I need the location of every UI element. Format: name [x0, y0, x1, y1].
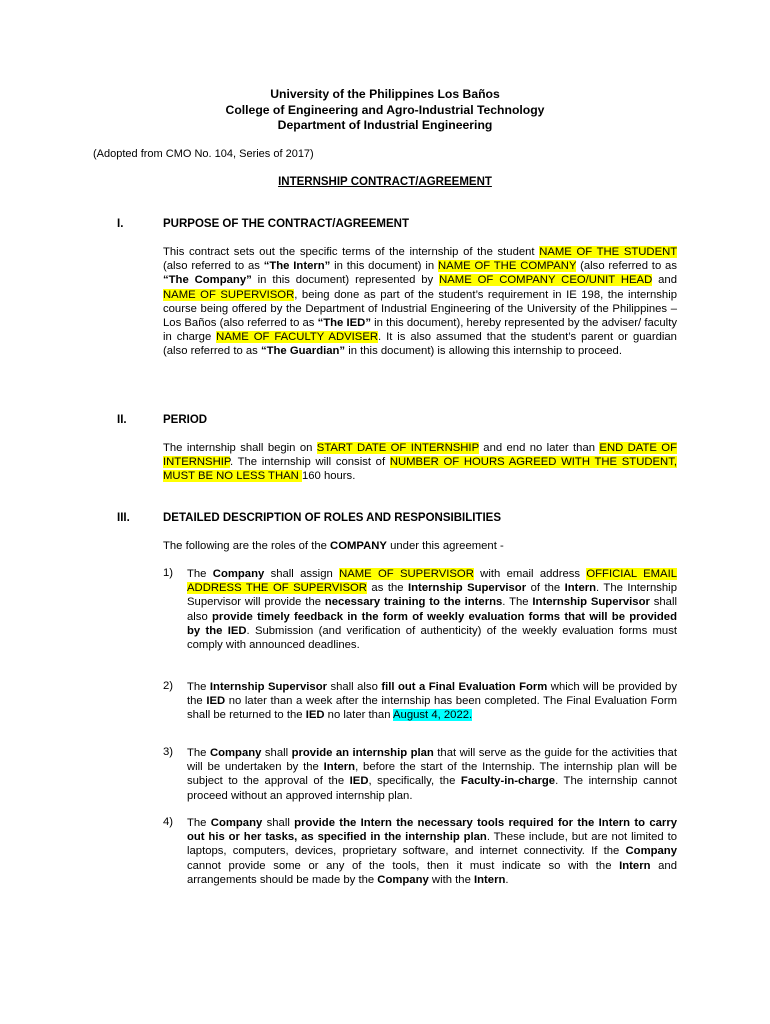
- bold-term: Intern: [323, 761, 356, 774]
- text-run: with the: [428, 873, 474, 886]
- text-run: , before the start of the Internship. The internship plan will be subject to the approval of the: [187, 761, 677, 788]
- text-run: . These include, but are not limited to laptops, computers, devices, proprietary software, and internet connectivity. If the: [187, 831, 678, 858]
- text-run: . The internship cannot proceed without an approved internship plan.: [187, 775, 678, 802]
- text-run: (also referred to as: [576, 260, 677, 273]
- list-number: 4): [163, 816, 174, 828]
- bold-term: Company: [377, 873, 429, 886]
- text-run: . The internship will consist of: [229, 456, 390, 469]
- placeholder-supervisor-name: NAME OF SUPERVISOR: [339, 568, 474, 580]
- list-item: [187, 567, 677, 652]
- list-item: [187, 816, 677, 887]
- list-number: 3): [163, 746, 174, 758]
- text-run: The following are the roles of the: [163, 540, 331, 552]
- text-run: and arrangements should be made by the: [187, 859, 677, 886]
- text-run: . Submission (and verification of authenticity) of the weekly evaluation forms must comply with announced deadlines.: [187, 624, 677, 652]
- term-company: COMPANY: [330, 540, 387, 552]
- document-header: [0, 87, 770, 134]
- text-run: The internship shall begin on: [163, 442, 317, 454]
- department-name: Department of Industrial Engineering: [277, 118, 493, 132]
- highlighted-deadline: August 4, 2022.: [393, 709, 473, 722]
- text-run: in this document) is allowing this internship to proceed.: [345, 345, 622, 358]
- term-intern: “The Intern”: [263, 260, 331, 273]
- bold-term: necessary training to the interns: [324, 596, 503, 609]
- section-heading: PERIOD: [163, 414, 208, 426]
- bold-term: IED: [349, 775, 369, 788]
- bold-term: provide timely feedback in the form of weekly evaluation forms that will be provided by the IED: [187, 610, 677, 637]
- bold-term: Internship Supervisor: [408, 582, 527, 595]
- list-number: 2): [163, 680, 174, 692]
- section-heading: DETAILED DESCRIPTION OF ROLES AND RESPONSIBILITIES: [163, 512, 501, 524]
- text-run: shall: [261, 747, 292, 759]
- text-run: cannot provide some or any of the tools, then it must indicate so with the: [187, 859, 620, 872]
- text-run: and: [652, 274, 677, 287]
- period-paragraph: [163, 441, 677, 484]
- placeholder-student-name: NAME OF THE STUDENT: [539, 246, 677, 258]
- text-run: in this document) represented by: [251, 274, 440, 287]
- section-number: II.: [117, 414, 127, 426]
- bold-term: Company: [212, 568, 265, 580]
- bold-term: Company: [625, 845, 677, 858]
- text-run: which will be provided by the: [187, 681, 677, 708]
- bold-term: IED: [305, 709, 325, 722]
- bold-term: provide an internship plan: [291, 747, 434, 759]
- adopted-note: (Adopted from CMO No. 104, Series of 2017): [93, 148, 314, 160]
- bold-term: Intern: [564, 582, 597, 595]
- text-run: that will serve as the guide for the activities that will be undertaken by the: [187, 747, 677, 774]
- placeholder-supervisor-email: OFFICIAL EMAIL ADDRESS THE OF SUPERVISOR: [187, 568, 677, 595]
- placeholder-supervisor-name: NAME OF SUPERVISOR: [163, 288, 295, 301]
- bold-term: Internship Supervisor: [209, 681, 327, 693]
- text-run: . The Internship Supervisor will provide the: [187, 582, 677, 609]
- placeholder-hours: NUMBER OF HOURS AGREED WITH THE STUDENT, MUST BE NO LESS THAN: [163, 456, 678, 483]
- purpose-paragraph: [163, 245, 677, 359]
- text-run: , being done as part of the student’s requirement in IE 198, the internship course being offered by the Department of Industrial Engineering of the University of the Philippines – Los Baños (also referred to as: [163, 288, 677, 330]
- text-run: The: [187, 747, 210, 759]
- placeholder-company-name: NAME OF THE COMPANY: [438, 260, 577, 273]
- university-name: University of the Philippines Los Baños: [270, 87, 500, 101]
- text-run: no later than a week after the internship has been completed. The Final Evaluation Form shall be returned to the: [187, 695, 678, 722]
- bold-term: Intern: [474, 873, 506, 886]
- bold-term: Company: [209, 747, 262, 759]
- text-run: as the: [366, 582, 409, 595]
- text-run: shall also: [187, 596, 677, 623]
- bold-term: IED: [206, 695, 226, 708]
- bold-term: Faculty-in-charge: [460, 775, 556, 788]
- term-ied: “The IED”: [317, 317, 371, 330]
- text-run: in this document) in: [330, 260, 438, 273]
- text-run: . It is also assumed that the student’s parent or guardian (also referred to as: [163, 331, 677, 358]
- bold-term: Internship Supervisor: [532, 596, 650, 609]
- placeholder-end-date: END DATE OF INTERNSHIP: [163, 442, 677, 469]
- text-run: (also referred to as: [163, 260, 264, 273]
- section-heading: PURPOSE OF THE CONTRACT/AGREEMENT: [163, 218, 409, 230]
- section-number: III.: [117, 512, 130, 524]
- college-name: College of Engineering and Agro-Industrial Technology: [225, 102, 545, 117]
- term-company: “The Company”: [163, 274, 252, 287]
- placeholder-company-ceo: NAME OF COMPANY CEO/UNIT HEAD: [439, 274, 653, 287]
- roles-intro: [163, 539, 677, 553]
- text-run: shall: [262, 817, 295, 829]
- text-run: The: [187, 681, 210, 693]
- text-run: under this agreement -: [386, 540, 504, 552]
- text-run: This contract sets out the specific terms of the internship of the student: [163, 246, 540, 258]
- text-run: with email address: [473, 568, 587, 580]
- section-number: I.: [117, 218, 124, 230]
- list-item: [187, 746, 677, 803]
- text-run: .: [505, 873, 509, 886]
- text-run: shall also: [327, 681, 382, 693]
- text-run: of the: [526, 582, 565, 595]
- bold-term: Intern: [619, 859, 651, 872]
- term-guardian: “The Guardian”: [260, 345, 346, 358]
- bold-term: Company: [210, 817, 263, 829]
- bold-term: fill out a Final Evaluation Form: [381, 681, 548, 693]
- bold-term: provide the Intern the necessary tools required for the Intern to carry out his or her tasks, as specified in the internship plan: [187, 817, 677, 844]
- text-run: The: [187, 568, 213, 580]
- list-number: 1): [163, 567, 174, 579]
- text-run: . The: [502, 596, 533, 609]
- placeholder-start-date: START DATE OF INTERNSHIP: [316, 442, 479, 454]
- text-run: , specifically, the: [368, 775, 461, 788]
- text-run: 160 hours.: [301, 470, 356, 483]
- text-run: and end no later than: [478, 442, 600, 454]
- text-run: shall assign: [264, 568, 340, 580]
- text-run: no later than: [324, 709, 394, 722]
- placeholder-faculty-adviser: NAME OF FACULTY ADVISER: [216, 331, 379, 344]
- text-run: The: [187, 817, 211, 829]
- text-run: in this document), hereby represented by the adviser/ faculty in charge: [163, 317, 677, 344]
- document-title: INTERNSHIP CONTRACT/AGREEMENT: [278, 176, 492, 188]
- list-item: [187, 680, 677, 723]
